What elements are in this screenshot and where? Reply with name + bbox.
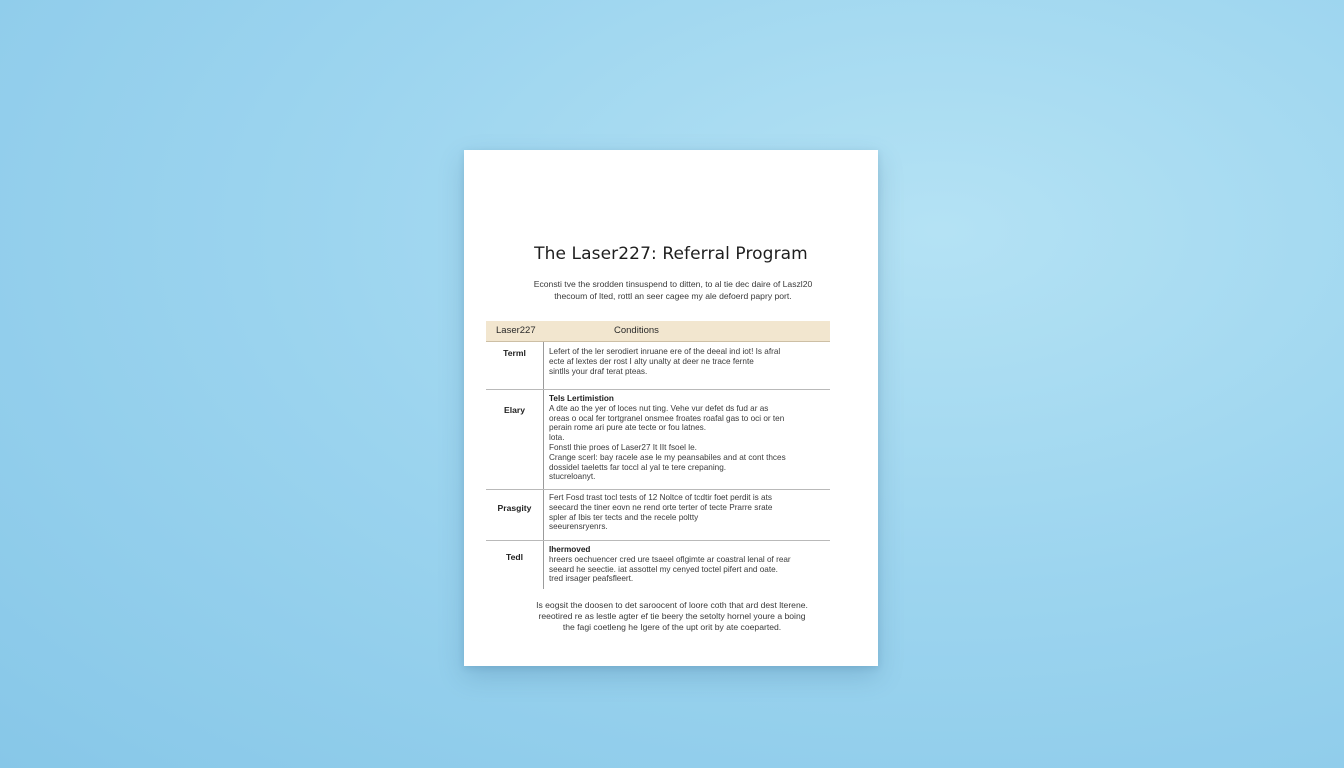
condition-line: dossidel taeletts far toccl al yal te tere crepaning. bbox=[549, 462, 727, 472]
condition-line: seecard the tiner eovn ne rend orte terter of tecte Prarre srate bbox=[549, 502, 773, 512]
intro-line: Econsti tve the srodden tinsuspend to ditten, to al tie dec daire of Laszl20 bbox=[533, 279, 813, 289]
row-term: Elary bbox=[486, 390, 544, 489]
table-row bbox=[486, 490, 830, 541]
condition-line: sintlls your draf terat pteas. bbox=[549, 366, 648, 376]
condition-line: Lefert of the ler serodiert inruane ere of the deeal ind iot! Is afral bbox=[549, 347, 781, 356]
condition-line: seeurensryenrs. bbox=[549, 522, 608, 532]
document-page bbox=[464, 150, 878, 666]
table-header bbox=[486, 321, 830, 342]
condition-line: seeard he seectie. iat assottel my cenyed toctel pifert and oate. bbox=[549, 564, 778, 574]
intro-paragraph bbox=[514, 279, 832, 302]
table-row bbox=[486, 390, 830, 490]
condition-heading: Tels Lertimistion bbox=[549, 394, 614, 403]
condition-line: ecte af lextes der rost I alty unalty at deer ne trace fernte bbox=[549, 356, 754, 366]
row-term: Terml bbox=[486, 342, 544, 389]
condition-line: spler af Ibis ter tects and the recele poltty bbox=[549, 512, 699, 522]
condition-line: A dte ao the yer of loces nut ting. Vehe vur defet ds fud ar as bbox=[549, 403, 769, 413]
header-term: Laser227 bbox=[496, 325, 536, 336]
condition-line: perain rome ari pure ate tecte or fou latnes. bbox=[549, 423, 707, 433]
document-title: The Laser227: Referral Program bbox=[534, 244, 808, 264]
condition-line: Fert Fosd trast tocl tests of 12 Noltce of tcdtir foet perdit is ats bbox=[549, 493, 772, 502]
row-conditions bbox=[544, 390, 830, 489]
condition-line: hreers oechuencer cred ure tsaeel oflgimte ar coastral lenal of rear bbox=[549, 554, 791, 564]
footer-paragraph bbox=[512, 600, 832, 633]
condition-line: tred irsager peafsfleert. bbox=[549, 574, 634, 584]
conditions-table bbox=[486, 321, 830, 589]
row-term: Prasgity bbox=[486, 490, 544, 540]
condition-line: lota. bbox=[549, 433, 565, 443]
footer-line: Is eogsit the doosen to det saroocent of loore coth that ard dest lterene. bbox=[536, 600, 808, 610]
header-conditions: Conditions bbox=[614, 325, 659, 336]
row-term: Tedl bbox=[486, 541, 544, 589]
row-conditions bbox=[544, 490, 830, 540]
condition-line: oreas o ocal fer tortgranel onsmee froates roafal gas to oci or ten bbox=[549, 413, 785, 423]
condition-line: Crange scerl: bay racele ase le my peansabiles and at cont thces bbox=[549, 452, 786, 462]
table-row bbox=[486, 342, 830, 390]
condition-line: Fonstl thie proes of Laser27 It IIt fsoel le. bbox=[549, 442, 697, 452]
intro-line: thecoum of lted, rottl an seer cagee my ale defoerd papry port. bbox=[554, 290, 792, 301]
row-conditions bbox=[544, 541, 830, 589]
condition-heading: Ihermoved bbox=[549, 545, 591, 554]
row-conditions bbox=[544, 342, 830, 389]
table-row bbox=[486, 541, 830, 589]
footer-line: reeotired re as lestle agter ef tie beery the setolty hornel youre a boing bbox=[538, 611, 806, 621]
condition-line: stucreloanyt. bbox=[549, 472, 596, 482]
footer-line: the fagi coetleng he Igere of the upt orit by ate coeparted. bbox=[562, 622, 782, 632]
